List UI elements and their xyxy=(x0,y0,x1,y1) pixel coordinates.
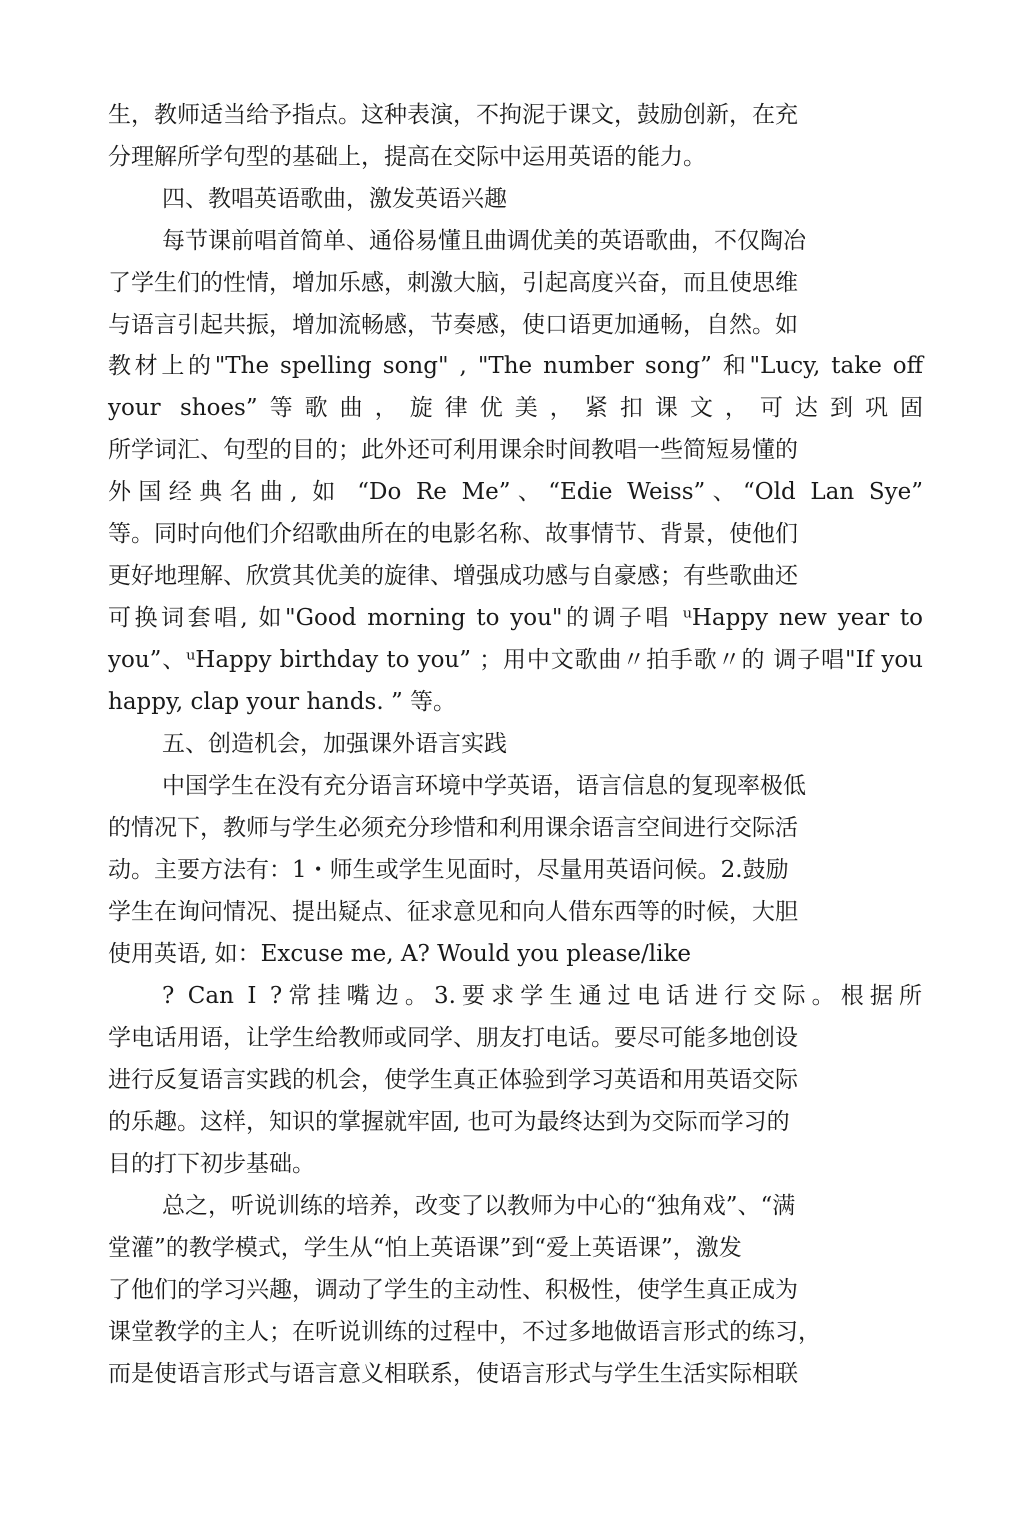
body-text-line: ? Can I ?常挂嘴边。3.要求学生通过电话进行交际。根据所 xyxy=(162,983,922,1009)
body-text-line: 所学词汇、句型的目的；此外还可利用课余时间教唱一些简短易懂的 xyxy=(108,437,798,463)
section-heading: 五、创造机会，加强课外语言实践 xyxy=(162,731,507,757)
body-text-line: 更好地理解、欣赏其优美的旋律、增强成功感与自豪感；有些歌曲还 xyxy=(108,563,798,589)
body-text-line: 外国经典名曲, 如 “Do Re Me”、“Edie Weiss”、“Old Lan Sye” xyxy=(108,479,923,505)
body-text-line: 了他们的学习兴趣，调动了学生的主动性、积极性，使学生真正成为 xyxy=(108,1277,798,1303)
body-text-line: happy, clap your hands. ” 等。 xyxy=(108,689,457,715)
body-text-line: 总之，听说训练的培养，改变了以教师为中心的“独角戏”、“满 xyxy=(162,1193,796,1219)
body-text-line: 中国学生在没有充分语言环境中学英语，语言信息的复现率极低 xyxy=(162,773,806,799)
body-text-line: 而是使语言形式与语言意义相联系，使语言形式与学生生活实际相联 xyxy=(108,1361,798,1387)
body-text-line: 使用英语, 如：Excuse me, A? Would you please/like xyxy=(108,941,692,967)
body-text-line: 的情况下，教师与学生必须充分珍惜和利用课余语言空间进行交际活 xyxy=(108,815,798,841)
body-text-line: 生，教师适当给予指点。这种表演，不拘泥于课文，鼓励创新，在充 xyxy=(108,102,798,128)
body-text-line: 教材上的"The spelling song" , "The number song” 和"Lucy, take off xyxy=(108,353,923,379)
body-text-line: 学电话用语，让学生给教师或同学、朋友打电话。要尽可能多地创设 xyxy=(108,1025,798,1051)
body-text-line: 与语言引起共振，增加流畅感，节奏感，使口语更加通畅，自然。如 xyxy=(108,312,798,338)
body-text-line: 堂灌”的教学模式，学生从“怕上英语课”到“爱上英语课”，激发 xyxy=(108,1235,742,1261)
body-text-line: 学生在询问情况、提出疑点、征求意见和向人借东西等的时候，大胆 xyxy=(108,899,798,925)
body-text-line: 课堂教学的主人；在听说训练的过程中，不过多地做语言形式的练习， xyxy=(108,1319,821,1345)
body-text-line: 动。主要方法有：1・师生或学生见面时，尽量用英语问候。2.鼓励 xyxy=(108,857,789,883)
body-text-line: 每节课前唱首简单、通俗易懂且曲调优美的英语歌曲，不仅陶冶 xyxy=(162,228,806,254)
body-text-line: 等。同时向他们介绍歌曲所在的电影名称、故事情节、背景，使他们 xyxy=(108,521,798,547)
body-text-line: 了学生们的性情，增加乐感，刺激大脑，引起高度兴奋，而且使思维 xyxy=(108,270,798,296)
body-text-line: 进行反复语言实践的机会，使学生真正体验到学习英语和用英语交际 xyxy=(108,1067,798,1093)
body-text-line: 的乐趣。这样，知识的掌握就牢固, 也可为最终达到为交际而学习的 xyxy=(108,1109,790,1135)
section-heading: 四、教唱英语歌曲，激发英语兴趣 xyxy=(162,186,507,212)
body-text-line: your shoes”等歌曲，旋律优美，紧扣课文，可达到巩固 xyxy=(108,395,923,421)
body-text-line: you”、ᵘHappy birthday to you” ；用中文歌曲〃拍手歌〃的 调子唱"If you xyxy=(108,647,923,673)
body-text-line: 分理解所学句型的基础上，提高在交际中运用英语的能力。 xyxy=(108,144,706,170)
body-text-line: 可换词套唱, 如"Good morning to you"的调子唱 ᵘHappy new year to xyxy=(108,605,923,631)
body-text-line: 目的打下初步基础。 xyxy=(108,1151,315,1177)
